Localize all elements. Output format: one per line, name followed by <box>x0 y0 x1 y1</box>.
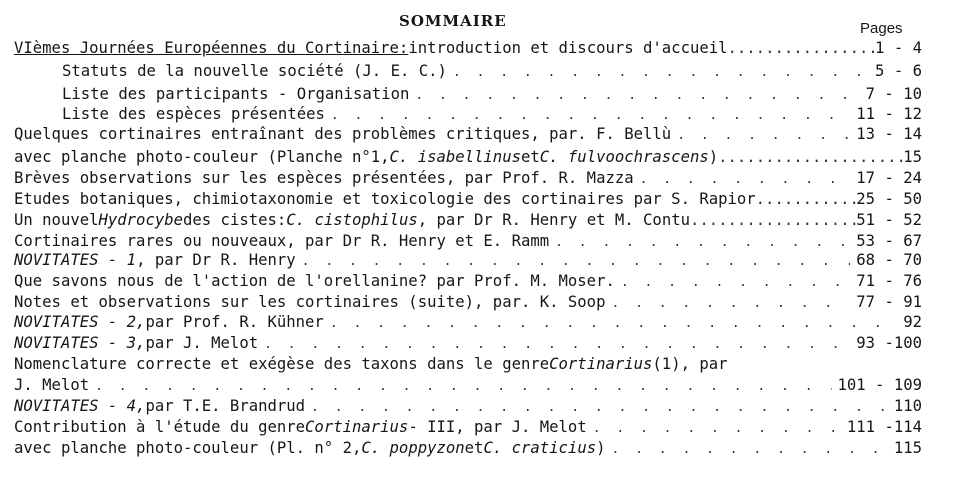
toc-entry <box>14 375 922 395</box>
entry-title: et <box>464 439 484 457</box>
entry-title: et <box>520 148 540 166</box>
dot-leader <box>728 38 876 58</box>
novitates-label: NOVITATES - 3, <box>14 334 146 352</box>
entry-title: Cortinaires rares ou nouveaux, par Dr R. Henry et E. Ramm <box>14 232 550 250</box>
entry-title: par J. Melot <box>145 334 259 352</box>
entry-title: - III, par J. Melot <box>408 418 587 436</box>
entry-title: introduction et discours d'accueil <box>408 39 728 57</box>
entry-pages: 101 - 109 <box>837 376 922 394</box>
toc-entry <box>14 250 922 270</box>
dot-leader <box>415 86 859 106</box>
entry-pages: 77 - 91 <box>856 293 922 311</box>
species-name: C. poppyzon <box>361 439 465 457</box>
species-name: C. fulvoochrascens <box>539 148 709 166</box>
dot-leader <box>690 210 856 230</box>
toc-entry <box>14 189 922 209</box>
toc-entry <box>14 312 922 332</box>
entry-pages: 17 - 24 <box>856 169 922 187</box>
entry-title: avec planche photo-couleur (Pl. n° 2, <box>14 439 362 457</box>
species-name: C. cistophilus <box>286 211 418 229</box>
dot-leader <box>331 106 850 126</box>
entry-pages: 15 <box>903 148 922 166</box>
pages-column-header: Pages <box>860 20 903 37</box>
toc-entry <box>14 147 922 167</box>
entry-pages: 5 - 6 <box>875 62 922 80</box>
entry-pages: 7 - 10 <box>865 85 922 103</box>
entry-title: Notes et observations sur les cortinaires (suite), par. K. Soop <box>14 293 606 311</box>
entry-pages: 71 - 76 <box>856 272 922 290</box>
entry-pages: 111 -114 <box>846 418 922 436</box>
dot-leader <box>95 377 831 397</box>
dot-leader <box>612 440 888 460</box>
entry-pages: 110 <box>893 397 922 415</box>
toc-entry <box>14 124 922 144</box>
entry-title: Liste des espèces présentées <box>62 105 325 123</box>
dot-leader <box>640 170 851 190</box>
toc-entry <box>62 104 922 124</box>
toc-entry <box>62 84 922 104</box>
entry-pages: 13 - 14 <box>856 125 922 143</box>
genus-name: Cortinarius <box>305 418 409 436</box>
entry-title: J. Melot <box>14 376 90 394</box>
entry-pages: 53 - 67 <box>856 232 922 250</box>
dot-leader <box>756 189 857 209</box>
toc-entry <box>62 61 922 81</box>
species-name: C. isabellinus <box>389 148 521 166</box>
dot-leader <box>718 147 903 167</box>
dot-leader <box>453 63 869 83</box>
entry-pages: 51 - 52 <box>856 211 922 229</box>
toc-entry <box>14 210 922 230</box>
dot-leader <box>611 294 850 314</box>
entry-title: Contribution à l'étude du genre <box>14 418 306 436</box>
toc-entry <box>14 396 922 416</box>
toc-entry <box>14 333 922 353</box>
entry-title: avec planche photo-couleur (Planche n°1, <box>14 148 390 166</box>
entry-title: (1), par <box>652 355 728 373</box>
dot-leader <box>677 126 850 146</box>
entry-title: par Prof. R. Kühner <box>145 313 324 331</box>
entry-title: Que savons nous de l'action de l'orellanine? par Prof. M. Moser. <box>14 272 615 290</box>
entry-pages: 1 - 4 <box>875 39 922 57</box>
novitates-label: NOVITATES - 1 <box>14 251 137 269</box>
entry-title: Un nouvel <box>14 211 99 229</box>
novitates-label: NOVITATES - 4, <box>14 397 146 415</box>
page-title: SOMMAIRE <box>399 12 507 30</box>
toc-entry <box>14 292 922 312</box>
toc-entry <box>14 271 922 291</box>
dot-leader <box>311 398 888 418</box>
entry-title: Quelques cortinaires entraînant des problèmes critiques, par. F. Bellù <box>14 125 672 143</box>
entry-pages: 68 - 70 <box>856 251 922 269</box>
entry-title: , par Dr R. Henry <box>136 251 296 269</box>
entry-title: Etudes botaniques, chimiotaxonomie et toxicologie des cortinaires par S. Rapior <box>14 190 756 208</box>
novitates-label: NOVITATES - 2, <box>14 313 146 331</box>
entry-pages: 92 <box>903 313 922 331</box>
toc-entry <box>14 38 922 58</box>
dot-leader <box>593 419 841 439</box>
species-name: C. craticius <box>483 439 597 457</box>
dot-leader <box>621 273 850 293</box>
entry-title: Statuts de la nouvelle société (J. E. C.) <box>62 62 447 80</box>
toc-entry <box>14 168 922 188</box>
dot-leader <box>302 252 851 272</box>
entry-pages: 11 - 12 <box>856 105 922 123</box>
entry-title: des cistes: <box>183 211 287 229</box>
toc-entry <box>14 354 922 374</box>
entry-title: Nomenclature correcte et exégèse des taxons dans le genre <box>14 355 550 373</box>
genus-name: Cortinarius <box>549 355 653 373</box>
species-name: Hydrocybe <box>98 211 183 229</box>
entry-title: ) <box>596 439 606 457</box>
dot-leader <box>264 335 850 355</box>
entry-pages: 115 <box>893 439 922 457</box>
entry-title: Liste des participants - Organisation <box>62 85 410 103</box>
entry-pages: 25 - 50 <box>856 190 922 208</box>
toc-entry <box>14 231 922 251</box>
toc-entry <box>14 417 922 437</box>
entry-title: par T.E. Brandrud <box>145 397 306 415</box>
entry-title: ) <box>708 148 719 166</box>
entry-title: , par Dr R. Henry et M. Contu <box>417 211 690 229</box>
dot-leader <box>330 314 897 334</box>
entry-pages: 93 -100 <box>856 334 922 352</box>
toc-entry <box>14 438 922 458</box>
entry-title: Brèves observations sur les espèces présentées, par Prof. R. Mazza <box>14 169 634 187</box>
entry-title: VIèmes Journées Européennes du Cortinaire: <box>14 39 409 57</box>
